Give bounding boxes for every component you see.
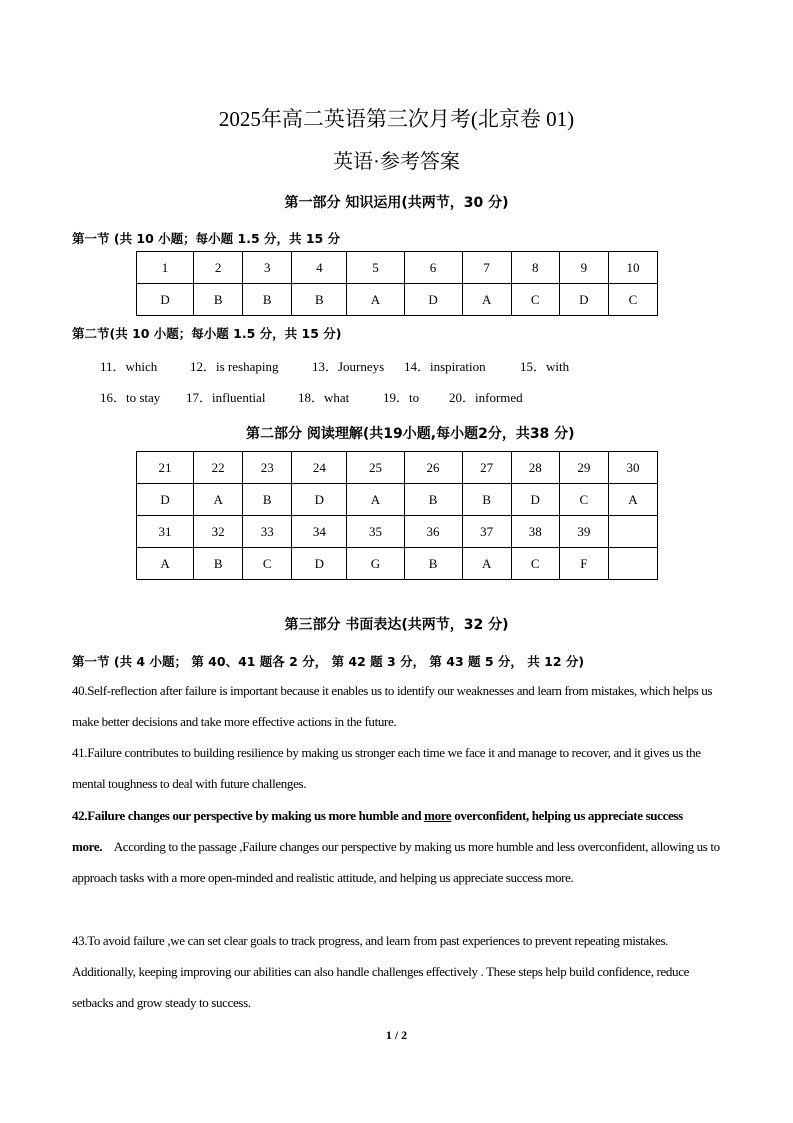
- fill-answer: 15．with: [520, 359, 570, 374]
- table-cell: 24: [292, 452, 347, 484]
- part1-section1-heading: 第一节 (共 10 小题；每小题 1.5 分，共 15 分: [72, 231, 341, 246]
- page-number: 1 / 2: [385, 1028, 408, 1042]
- answer-42-key-part: overconfident, helping us appreciate success more.: [72, 808, 683, 854]
- table-cell: C: [511, 548, 559, 580]
- part3-heading: 第三部分 书面表达(共两节，32 分): [284, 617, 509, 633]
- table-cell: A: [137, 548, 194, 580]
- table-cell: 21: [137, 452, 194, 484]
- table-cell: D: [137, 484, 194, 516]
- table-cell: D: [559, 284, 608, 316]
- table-cell: 7: [462, 252, 511, 284]
- table-cell: D: [292, 548, 347, 580]
- table-cell: C: [243, 548, 292, 580]
- fill-answer: 18．what: [298, 390, 350, 405]
- table-cell: 6: [404, 252, 462, 284]
- table-cell: A: [608, 484, 657, 516]
- table-cell: 31: [137, 516, 194, 548]
- answer-43: 43.To avoid failure ,we can set clear goals to track progress, and learn from past experiences to prevent repeating mistakes. Additionally, keeping improving our abilities can also handle challenges effectively . These steps help build confidence, reduce setbacks and grow steady to success.: [72, 933, 690, 1010]
- table-cell: 33: [243, 516, 292, 548]
- table-cell: D: [404, 284, 462, 316]
- table-cell: A: [462, 548, 511, 580]
- fill-row-1: [100, 356, 569, 375]
- part1-heading: 第一部分 知识运用(共两节，30 分): [284, 195, 509, 211]
- table-cell: B: [292, 284, 347, 316]
- table-cell: 27: [462, 452, 511, 484]
- answer-41: 41.Failure contributes to building resilience by making us stronger each time we face it and manage to recover, and it gives us the mental toughness to deal with future challenges.: [72, 745, 701, 791]
- answer-42-underlined: more: [424, 808, 452, 823]
- table-cell: 32: [194, 516, 243, 548]
- table-cell: 34: [292, 516, 347, 548]
- part1-answer-table: [136, 251, 658, 316]
- table-cell: 2: [194, 252, 243, 284]
- table-row: [137, 452, 658, 484]
- table-cell: 38: [511, 516, 559, 548]
- table-cell: D: [511, 484, 559, 516]
- table-cell: 9: [559, 252, 608, 284]
- table-cell: 28: [511, 452, 559, 484]
- table-cell: C: [608, 284, 657, 316]
- table-cell: D: [292, 484, 347, 516]
- table-cell: 25: [347, 452, 404, 484]
- fill-row-2: [100, 387, 523, 406]
- answer-40: 40.Self-reflection after failure is important because it enables us to identify our weaknesses and learn from mistakes, which helps us make better decisions and take more effective actions in the future.: [72, 683, 713, 729]
- table-cell: 4: [292, 252, 347, 284]
- answer-42-key-part: 42.Failure changes our perspective by making us more humble and: [72, 808, 425, 823]
- table-cell: B: [404, 484, 462, 516]
- table-cell: 23: [243, 452, 292, 484]
- part3-section1-heading: 第一节 (共 4 小题； 第 40、41 题各 2 分， 第 42 题 3 分， 第 43 题 5 分， 共 12 分): [72, 654, 585, 669]
- page-subtitle: 英语·参考答案: [333, 151, 460, 173]
- table-row: [137, 484, 658, 516]
- table-cell: 29: [559, 452, 608, 484]
- table-cell: B: [404, 548, 462, 580]
- fill-answer: 14．inspiration: [404, 359, 486, 374]
- table-cell: 3: [243, 252, 292, 284]
- table-cell: 30: [608, 452, 657, 484]
- table-cell: C: [559, 484, 608, 516]
- table-cell: 10: [608, 252, 657, 284]
- table-cell: F: [559, 548, 608, 580]
- table-cell: B: [194, 284, 243, 316]
- table-cell: A: [347, 484, 404, 516]
- table-cell: C: [511, 284, 559, 316]
- fill-answer: 12．is reshaping: [190, 359, 279, 374]
- table-row: [137, 516, 658, 548]
- table-cell: B: [194, 548, 243, 580]
- table-row: [137, 548, 658, 580]
- page-title: 2025年高二英语第三次月考(北京卷 01): [218, 107, 575, 131]
- table-cell: 26: [404, 452, 462, 484]
- table-cell: B: [243, 284, 292, 316]
- table-cell: G: [347, 548, 404, 580]
- part2-answer-table: [136, 451, 658, 580]
- table-cell: 22: [194, 452, 243, 484]
- table-cell: A: [462, 284, 511, 316]
- answer-42: [72, 800, 732, 893]
- table-cell: [608, 516, 657, 548]
- table-row: [137, 252, 658, 284]
- fill-answer: 11．which: [100, 359, 158, 374]
- table-cell: D: [137, 284, 194, 316]
- table-cell: [608, 548, 657, 580]
- fill-answer: 16．to stay: [100, 390, 161, 405]
- answer-42-explanation: According to the passage ,Failure changes our perspective by making us more humble and less overconfident, allowing us to approach tasks with a more open-minded and realistic attitude, and helping us appreciate success more.: [72, 839, 720, 885]
- table-cell: B: [462, 484, 511, 516]
- table-cell: 1: [137, 252, 194, 284]
- part2-heading: 第二部分 阅读理解(共19小题,每小题2分，共38 分): [246, 426, 575, 442]
- fill-answer: 17．influential: [186, 390, 266, 405]
- part1-section2-heading: 第二节(共 10 小题；每小题 1.5 分，共 15 分): [72, 326, 342, 341]
- table-cell: 36: [404, 516, 462, 548]
- fill-answer: 20．informed: [449, 390, 523, 405]
- table-cell: 39: [559, 516, 608, 548]
- table-cell: 37: [462, 516, 511, 548]
- table-cell: B: [243, 484, 292, 516]
- table-cell: A: [194, 484, 243, 516]
- fill-answer: 13．Journeys: [312, 359, 385, 374]
- fill-answer: 19．to: [383, 390, 420, 405]
- table-cell: 8: [511, 252, 559, 284]
- table-cell: A: [347, 284, 404, 316]
- table-cell: 5: [347, 252, 404, 284]
- table-cell: 35: [347, 516, 404, 548]
- table-row: [137, 284, 658, 316]
